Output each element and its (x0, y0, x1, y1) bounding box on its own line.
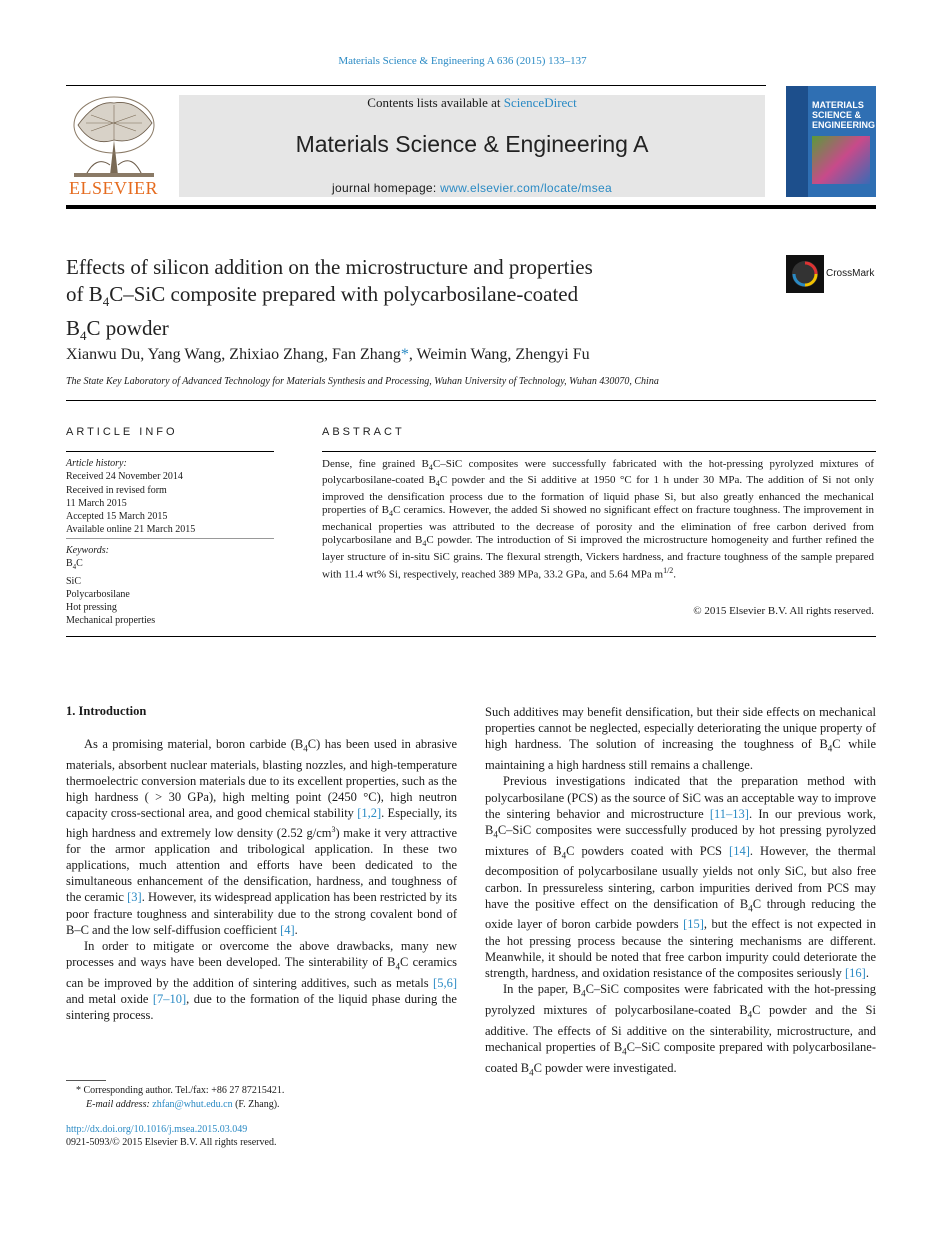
sciencedirect-link[interactable]: ScienceDirect (503, 95, 577, 110)
body-left-column: As a promising material, boron carbide $(B_4C)$ has been used in abrasive materials, absorbent nuclear materials, blasting nozzles, and high-temperature thermoelectric conversion materials due to its excellent properties, such as the high hardness ( > 30 GPa), high melting point (2450 °C), high neutron capacity cross-sectional area, and good chemical stability [1,2]. Especially, its high hardness and extremely low density (2.52 $g/cm^3$) make it very attractive for the armor application and tribological application. In these two applications, much attention and efforts have been dedicated to the simultaneous enhancement of the densification, hardness, and toughness of the ceramic [3]. However, its widespread application has been restricted by its poor fracture toughness and sinterability due to the strong covalent bond of B–C and the low self-diffusion coefficient [4]. In order to mitigate or overcome the above drawbacks, many new processes and ways have been developed. The sinterability of $B_4C$ ceramics can be improved by the addition of sintering additives, such as metals [5,6] and metal oxide [7–10], due to the formation of the liquid phase during the sintering process. (66, 737, 458, 1023)
body-right-column: Such additives may benefit densification, but their side effects on mechanical properties cannot be neglected, especially deteriorating the unique property of high hardness. The solution of increasing the toughness of $B_4C$ while maintaining a high hardness still remains a challenge. Previous investigations indicated that the preparation method with polycarbosilane (PCS) as the source of SiC was an acceptable way to improve the sintering behavior and microstructure [11–13]. In our previous work, $B_4C$–SiC composites were successfully produced by hot pressing pyrolyzed mixtures of $B_4C$ powders coated with PCS [14]. However, the thermal decomposition of polycarbosilane usually yields not only SiC, but also free carbon. In pressureless sintering, carbon impurities derived from PCS may have the positive effect on the densification of $B_4C$ through reducing the oxide layer of boron carbide powders [15], but the effect is not expected in the hot pressing process because the sintering mechanisms are different. Meanwhile, it should be noted that free carbon impurity could deteriorate the strength, hardness, and oxidation resistance of the composites seriously [16]. In the paper, $B_4C$–SiC composites were fabricated with the hot-pressing pyrolyzed mixtures of polycarbosilane-coated $B_4C$ powder and the Si additive. The effects of Si additive on the sinterability, microstructure, and mechanical properties of $B_4C$–SiC composite prepared with polycarbosilane-coated $B_4C$ powder were investigated. (485, 705, 876, 1078)
cover-title: MATERIALS SCIENCE & ENGINEERING (812, 100, 876, 130)
elsevier-logo (66, 95, 161, 197)
section-heading-introduction: 1. Introduction (66, 704, 147, 718)
abstract-rule (322, 451, 876, 452)
footnote-email: E-mail address: zhfan@whut.edu.cn (F. Zhang). (86, 1099, 280, 1110)
journal-banner (179, 95, 765, 197)
crossmark-icon (786, 255, 824, 293)
affiliation: The State Key Laboratory of Advanced Technology for Materials Synthesis and Processing, Wuhan University of Technology, Wuhan 430070, China (66, 376, 659, 387)
author-list: Xianwu Du, Yang Wang, Zhixiao Zhang, Fan Zhang*, Weimin Wang, Zhengyi Fu (66, 346, 590, 363)
corresponding-author-marker[interactable]: * (400, 346, 409, 363)
header-top-rule (66, 85, 766, 86)
keywords: Keywords: $B_4C$ SiC Polycarbosilane Hot pressing Mechanical properties (66, 545, 156, 627)
crossmark-badge[interactable]: CrossMark (786, 255, 876, 295)
header-thick-rule (66, 205, 876, 209)
article-title: Effects of silicon addition on the microstructure and properties of $B_4C$–SiC composite prepared with polycarbosilane-coated $B_4C$ powder (66, 255, 593, 344)
elsevier-tree-icon (66, 95, 161, 180)
article-history: Article history: Received 24 November 2014 Received in revised form 11 March 2015 Accepted 15 March 2015 Available online 21 March 2015 (66, 458, 196, 536)
affiliation-rule (66, 400, 876, 401)
issn-line: 0921-5093/© 2015 Elsevier B.V. All rights reserved. (66, 1137, 277, 1148)
homepage-link[interactable]: www.elsevier.com/locate/msea (440, 181, 612, 195)
abstract-bottom-rule (66, 636, 876, 637)
contents-list-line: Contents lists available at ScienceDirect (367, 95, 577, 110)
elsevier-wordmark: ELSEVIER (69, 178, 158, 198)
history-rule (66, 538, 274, 539)
abstract-copyright: © 2015 Elsevier B.V. All rights reserved. (693, 605, 874, 617)
abstract-text: Dense, fine grained $B_4C$–SiC composites were successfully fabricated with the hot-pressing pyrolyzed mixtures of polycarbosilane-coated $B_4C$ powder and the Si additive at 1950 °C for 1 h under 30 MPa. The addition of Si not only improved the densification process due to the formation of liquid phase Si, but also greatly enhanced the mechanical properties of $B_4C$ ceramics. However, the added Si showed no significant effect on fracture toughness. The improvement in mechanical properties was attributed to the decrease of porosity and the elimination of free carbon derived from polycarbosilane and $B_4C$ powder. The introduction of Si improved the microstructure homogeneity and further refined the layer structure of in-situ SiC grains. The flexural strength, Vickers hardness, and fracture toughness of the sample prepared with 11.4 wt% Si, respectively, reached 389 MPa, 33.2 GPa, and 5.64 MPa $m^{1/2}$. (322, 458, 874, 581)
email-link[interactable]: zhfan@whut.edu.cn (152, 1099, 233, 1110)
footnote-corresponding: * Corresponding author. Tel./fax: +86 27 87215421. (76, 1085, 285, 1096)
journal-title: Materials Science & Engineering A (295, 131, 649, 157)
article-info-heading: ARTICLE INFO (66, 426, 178, 438)
cover-image (812, 136, 870, 184)
journal-cover (786, 86, 876, 197)
journal-citation[interactable]: Materials Science & Engineering A 636 (2015) 133–137 (338, 55, 587, 67)
footnote-rule (66, 1080, 106, 1081)
doi-link[interactable]: http://dx.doi.org/10.1016/j.msea.2015.03.049 (66, 1124, 248, 1135)
info-rule (66, 451, 274, 452)
journal-homepage-line: journal homepage: www.elsevier.com/locate/msea (332, 181, 612, 195)
abstract-heading: ABSTRACT (322, 426, 405, 438)
